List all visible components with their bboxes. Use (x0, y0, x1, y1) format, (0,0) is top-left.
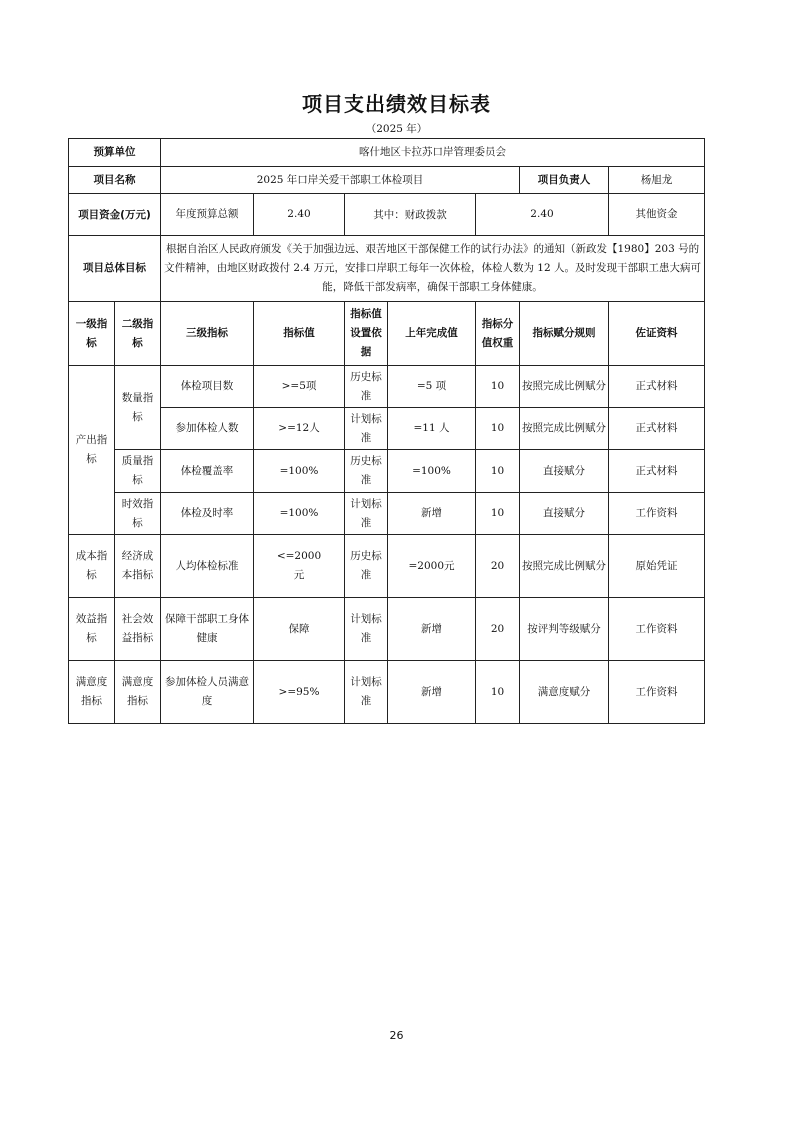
weight-cell: 10 (476, 366, 520, 408)
subgroup-economic-cost: 经济成本指标 (115, 535, 161, 598)
target-value-cell: >=12人 (254, 408, 345, 450)
level3-cell: 参加体检人员满意度 (161, 661, 254, 724)
evidence-cell: 正式材料 (609, 450, 705, 493)
basis-cell: 历史标准 (345, 535, 388, 598)
table-row (69, 493, 705, 535)
subgroup-timeliness: 时效指标 (115, 493, 161, 535)
col-header-basis: 指标值设置依据 (345, 302, 388, 366)
level3-cell: 体检项目数 (161, 366, 254, 408)
budget-unit-row (69, 139, 705, 167)
col-header-value: 指标值 (254, 302, 345, 366)
year-subtitle: （2025 年） (365, 123, 428, 135)
fiscal-appropriation-label: 其中：财政拨款 (345, 194, 476, 236)
overall-goal-text: 根据自治区人民政府颁发《关于加强边远、艰苦地区干部保健工作的试行办法》的通知（新政发【1980】203 号的文件精神，由地区财政拨付 2.4 万元，安排口岸职工每年一次体检，体检人数为 12 人。及时发现干部职工患大病可能，降低干部发病率，确保干部职工身体健康。 (161, 236, 705, 302)
level3-cell: 保障干部职工身体健康 (161, 598, 254, 661)
rule-cell: 按照完成比例赋分 (520, 535, 609, 598)
basis-cell: 历史标准 (345, 450, 388, 493)
last-year-cell: =5 项 (388, 366, 476, 408)
basis-cell: 计划标准 (345, 408, 388, 450)
weight-cell: 20 (476, 598, 520, 661)
other-funds-label: 其他资金 (609, 194, 705, 236)
weight-cell: 10 (476, 450, 520, 493)
group-cost: 成本指标 (69, 535, 115, 598)
weight-cell: 10 (476, 661, 520, 724)
project-leader-label: 项目负责人 (520, 167, 609, 194)
page-title: 项目支出绩效目标表 (302, 92, 491, 116)
target-value-cell: >=95% (254, 661, 345, 724)
fiscal-appropriation-value: 2.40 (476, 194, 609, 236)
level3-cell: 体检覆盖率 (161, 450, 254, 493)
target-value-cell: =100% (254, 450, 345, 493)
col-header-level1: 一级指标 (69, 302, 115, 366)
rule-cell: 按评判等级赋分 (520, 598, 609, 661)
col-header-rule: 指标赋分规则 (520, 302, 609, 366)
rule-cell: 按照完成比例赋分 (520, 366, 609, 408)
subgroup-quality: 质量指标 (115, 450, 161, 493)
last-year-cell: 新增 (388, 661, 476, 724)
project-leader-value: 杨旭龙 (609, 167, 705, 194)
rule-cell: 直接赋分 (520, 493, 609, 535)
level3-cell: 体检及时率 (161, 493, 254, 535)
rule-cell: 直接赋分 (520, 450, 609, 493)
table-row (69, 366, 705, 408)
col-header-level3: 三级指标 (161, 302, 254, 366)
col-header-weight: 指标分值权重 (476, 302, 520, 366)
target-value-cell: >=5项 (254, 366, 345, 408)
project-name-value: 2025 年口岸关爱干部职工体检项目 (161, 167, 520, 194)
subgroup-social-benefit: 社会效益指标 (115, 598, 161, 661)
annual-budget-label: 年度预算总额 (161, 194, 254, 236)
annual-budget-value: 2.40 (254, 194, 345, 236)
weight-cell: 20 (476, 535, 520, 598)
col-header-last-year: 上年完成值 (388, 302, 476, 366)
last-year-cell: =11 人 (388, 408, 476, 450)
col-header-evidence: 佐证资料 (609, 302, 705, 366)
subgroup-quantity: 数量指标 (115, 366, 161, 450)
basis-cell: 计划标准 (345, 661, 388, 724)
evidence-cell: 正式材料 (609, 408, 705, 450)
project-fund-row (69, 194, 705, 236)
evidence-cell: 正式材料 (609, 366, 705, 408)
basis-cell: 计划标准 (345, 598, 388, 661)
budget-unit-value: 喀什地区卡拉苏口岸管理委员会 (161, 139, 705, 167)
group-output: 产出指标 (69, 366, 115, 535)
performance-target-table (68, 138, 705, 724)
project-name-label: 项目名称 (69, 167, 161, 194)
col-header-level2: 二级指标 (115, 302, 161, 366)
target-value-cell: =100% (254, 493, 345, 535)
overall-goal-label: 项目总体目标 (69, 236, 161, 302)
weight-cell: 10 (476, 493, 520, 535)
basis-cell: 历史标准 (345, 366, 388, 408)
level3-cell: 人均体检标准 (161, 535, 254, 598)
last-year-cell: 新增 (388, 493, 476, 535)
evidence-cell: 工作资料 (609, 493, 705, 535)
evidence-cell: 工作资料 (609, 661, 705, 724)
table-row (69, 535, 705, 598)
page-number: 26 (389, 1029, 404, 1042)
last-year-cell: =2000元 (388, 535, 476, 598)
weight-cell: 10 (476, 408, 520, 450)
evidence-cell: 原始凭证 (609, 535, 705, 598)
table-row (69, 661, 705, 724)
table-row (69, 450, 705, 493)
budget-unit-label: 预算单位 (69, 139, 161, 167)
group-satisfaction: 满意度指标 (69, 661, 115, 724)
rule-cell: 满意度赋分 (520, 661, 609, 724)
table-row (69, 408, 705, 450)
last-year-cell: =100% (388, 450, 476, 493)
level3-cell: 参加体检人数 (161, 408, 254, 450)
subgroup-satisfaction: 满意度指标 (115, 661, 161, 724)
column-header-row (69, 302, 705, 366)
project-fund-label: 项目资金(万元) (69, 194, 161, 236)
rule-cell: 按照完成比例赋分 (520, 408, 609, 450)
target-value-cell: 保障 (254, 598, 345, 661)
basis-cell: 计划标准 (345, 493, 388, 535)
group-benefit: 效益指标 (69, 598, 115, 661)
target-value-cell: <=2000元 (254, 535, 345, 598)
evidence-cell: 工作资料 (609, 598, 705, 661)
last-year-cell: 新增 (388, 598, 476, 661)
project-name-row (69, 167, 705, 194)
overall-goal-row (69, 236, 705, 302)
table-row (69, 598, 705, 661)
